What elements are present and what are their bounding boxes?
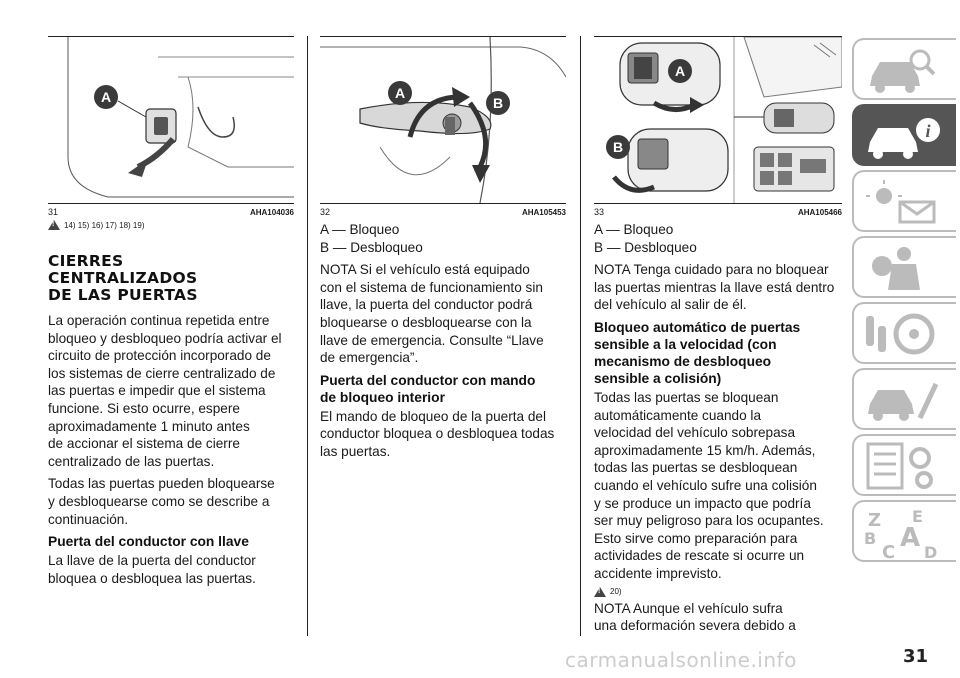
svg-text:B: B: [864, 529, 877, 548]
car-wrench-icon: [864, 376, 944, 424]
svg-text:A: A: [900, 523, 921, 553]
svg-text:D: D: [924, 543, 938, 560]
column-divider: [307, 36, 308, 636]
door-key-lock-illustration: [48, 37, 294, 203]
paragraph: La llave de la puerta del conductor bloquea o desbloquea las puertas.: [48, 553, 256, 586]
airbag-passenger-icon: [864, 244, 944, 292]
figure-number: 31: [48, 207, 59, 217]
figure-code: AHA105453: [521, 208, 566, 217]
car-search-icon: [864, 46, 944, 94]
subheading: Puerta del conductor con llave: [48, 534, 249, 550]
legend: A — Bloqueo B — Desbloqueo: [320, 222, 423, 255]
legend: A — Bloqueo B — Desbloqueo: [594, 222, 697, 255]
column-2: [320, 36, 566, 466]
warning-refs: [48, 219, 294, 231]
column-divider: [580, 36, 581, 636]
paragraph: Todas las puertas se bloquean automáticamente cuando la velocidad del vehículo sobrepasa aproximadamente 15 km/h. Además, todas las puertas se desbloquean cuando el vehículo sufre una colisión y se produce un impacto que podría ser muy peligroso para los ocupantes. Esto sirve como preparación para actividades de rescate si ocurre un accidente imprevisto.: [594, 389, 824, 581]
warning-lights-icon: [864, 178, 944, 226]
paragraph: El mando de bloqueo de la puerta del conductor bloquea o desbloquea todas las puertas.: [320, 408, 555, 459]
warning-triangle-icon: [48, 220, 60, 230]
warning-triangle-icon: [594, 587, 606, 597]
tab-index[interactable]: [852, 500, 956, 562]
svg-text:Z: Z: [868, 510, 882, 531]
tab-technical-data[interactable]: [852, 434, 956, 496]
svg-text:i: i: [925, 121, 931, 141]
tab-car-search[interactable]: [852, 38, 956, 100]
warning-ref-text: 20): [610, 587, 622, 596]
figure-code: AHA104036: [249, 208, 294, 217]
figure-32: [320, 36, 566, 203]
alphabet-index-icon: [864, 508, 944, 560]
warning-ref: [594, 586, 842, 598]
column-3: [594, 36, 842, 640]
figure-33: [594, 36, 842, 203]
label-a: A: [674, 63, 686, 79]
subheading: Puerta del conductor con mando de bloqueo interior: [320, 372, 536, 405]
figure-number: 32: [320, 207, 331, 217]
figure-caption: [48, 203, 294, 217]
car-info-icon: [864, 112, 944, 160]
label-b: B: [492, 95, 504, 111]
page-number: 31: [902, 646, 928, 667]
watermark: carmanualsonline.info: [565, 648, 797, 672]
tab-car-maintenance[interactable]: [852, 368, 956, 430]
figure-caption: [320, 203, 566, 217]
svg-text:E: E: [912, 508, 923, 526]
checklist-gears-icon: [864, 442, 944, 490]
paragraph: Todas las puertas pueden bloquearse y desbloquearse como se describe a continuación.: [48, 476, 275, 527]
paragraph: La operación continua repetida entre bloqueo y desbloqueo podría activar el circuito de protección incorporado de los sistemas de cierre centralizado de las puertas e impedir que el sistema funcione. Si esto ocurre, espere aproximadamente 1 minuto antes de accionar el sistema de cierre centralizado de las puertas.: [48, 313, 282, 469]
door-handle-key-illustration: [320, 37, 566, 203]
interior-lock-switch-illustration: [594, 37, 842, 203]
label-a: A: [394, 85, 406, 101]
figure-code: AHA105466: [797, 208, 842, 217]
figure-number: 33: [594, 207, 605, 217]
tab-steering-key[interactable]: [852, 302, 956, 364]
section-title: CIERRES CENTRALIZADOS DE LAS PUERTAS: [48, 252, 198, 304]
figure-31: [48, 36, 294, 203]
subheading: Bloqueo automático de puertas sensible a la velocidad (con mecanismo de desbloqueo sensible a colisión): [594, 319, 801, 386]
tab-warning-lights[interactable]: [852, 170, 956, 232]
svg-text:C: C: [882, 542, 896, 560]
label-b: B: [612, 139, 624, 155]
note: NOTA Aunque el vehículo sufra una deformación severa debido a: [594, 600, 796, 634]
figure-caption: [594, 203, 842, 217]
steering-wheel-key-icon: [864, 310, 944, 358]
tab-car-info[interactable]: [852, 104, 956, 166]
note: NOTA Tenga cuidado para no bloquear las puertas mientras la llave está dentro del vehículo al salir de él.: [594, 262, 835, 313]
note: NOTA Si el vehículo está equipado con el sistema de funcionamiento sin llave, la puerta del conductor podrá bloquearse o desbloquearse con la llave de emergencia. Consulte “Llave de emergencia”.: [320, 262, 544, 366]
label-a: A: [100, 89, 112, 105]
warning-refs-text: 14) 15) 16) 17) 18) 19): [64, 220, 145, 230]
column-1: [48, 36, 294, 592]
tab-airbag[interactable]: [852, 236, 956, 298]
